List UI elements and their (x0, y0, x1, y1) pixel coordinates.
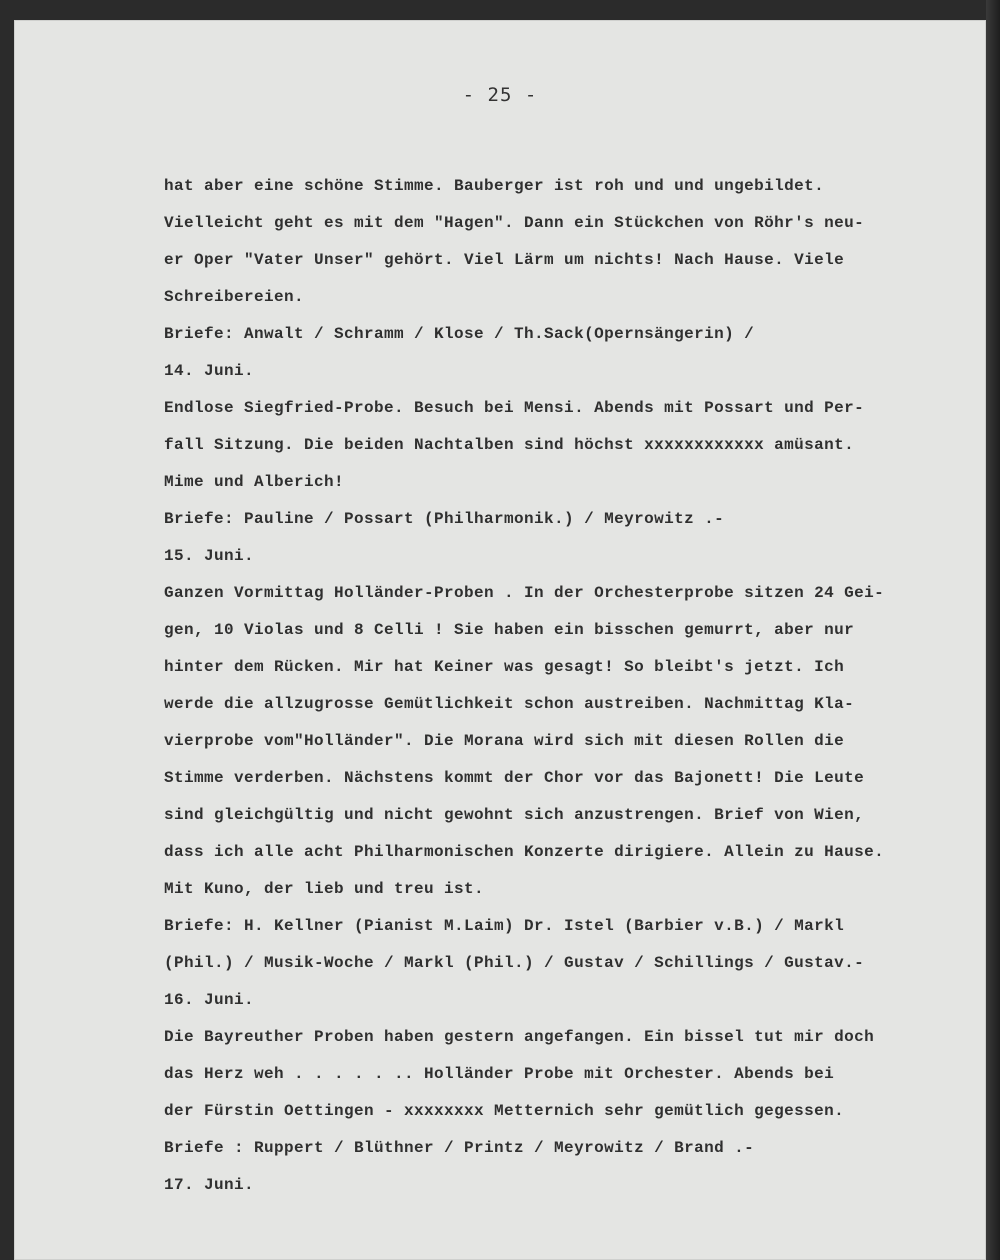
page-number: - 25 - (462, 84, 538, 106)
text-line: Briefe: H. Kellner (Pianist M.Laim) Dr. Istel (Barbier v.B.) / Markl (164, 917, 845, 935)
text-line: Mime und Alberich! (164, 473, 345, 491)
text-line: fall Sitzung. Die beiden Nachtalben sind höchst xxxxxxxxxxxx amüsant. (164, 436, 855, 454)
text-line: Schreibereien. (164, 288, 305, 306)
date-heading: 17. Juni. (164, 1176, 255, 1194)
text-line: er Oper "Vater Unser" gehört. Viel Lärm um nichts! Nach Hause. Viele (164, 251, 845, 269)
text-line: vierprobe vom"Holländer". Die Morana wird sich mit diesen Rollen die (164, 732, 845, 750)
text-line: Ganzen Vormittag Holländer-Proben . In der Orchesterprobe sitzen 24 Gei- (164, 584, 885, 602)
text-line: Mit Kuno, der lieb und treu ist. (164, 880, 485, 898)
text-line: der Fürstin Oettingen - xxxxxxxx Metternich sehr gemütlich gegessen. (164, 1102, 845, 1120)
date-heading: 14. Juni. (164, 362, 255, 380)
text-line: hinter dem Rücken. Mir hat Keiner was gesagt! So bleibt's jetzt. Ich (164, 658, 845, 676)
text-line: sind gleichgültig und nicht gewohnt sich anzustrengen. Brief von Wien, (164, 806, 865, 824)
text-line: Stimme verderben. Nächstens kommt der Chor vor das Bajonett! Die Leute (164, 769, 865, 787)
text-line: das Herz weh . . . . . .. Holländer Probe mit Orchester. Abends bei (164, 1065, 835, 1083)
text-line: hat aber eine schöne Stimme. Bauberger ist roh und und ungebildet. (164, 177, 825, 195)
text-line: Endlose Siegfried-Probe. Besuch bei Mensi. Abends mit Possart und Per- (164, 399, 865, 417)
text-line: dass ich alle acht Philharmonischen Konzerte dirigiere. Allein zu Hause. (164, 843, 885, 861)
text-line: Vielleicht geht es mit dem "Hagen". Dann ein Stückchen von Röhr's neu- (164, 214, 865, 232)
text-line: Briefe : Ruppert / Blüthner / Printz / Meyrowitz / Brand .- (164, 1139, 755, 1157)
page-edge (986, 0, 1000, 1260)
text-line: werde die allzugrosse Gemütlichkeit schon austreiben. Nachmittag Kla- (164, 695, 855, 713)
date-heading: 16. Juni. (164, 991, 255, 1009)
typed-text-body (164, 168, 984, 1204)
text-line: Briefe: Anwalt / Schramm / Klose / Th.Sack(Opernsängerin) / (164, 325, 755, 343)
date-heading: 15. Juni. (164, 547, 255, 565)
text-line: Die Bayreuther Proben haben gestern angefangen. Ein bissel tut mir doch (164, 1028, 875, 1046)
text-line: (Phil.) / Musik-Woche / Markl (Phil.) / Gustav / Schillings / Gustav.- (164, 954, 865, 972)
text-line: Briefe: Pauline / Possart (Philharmonik.) / Meyrowitz .- (164, 510, 725, 528)
text-line: gen, 10 Violas und 8 Celli ! Sie haben ein bisschen gemurrt, aber nur (164, 621, 855, 639)
